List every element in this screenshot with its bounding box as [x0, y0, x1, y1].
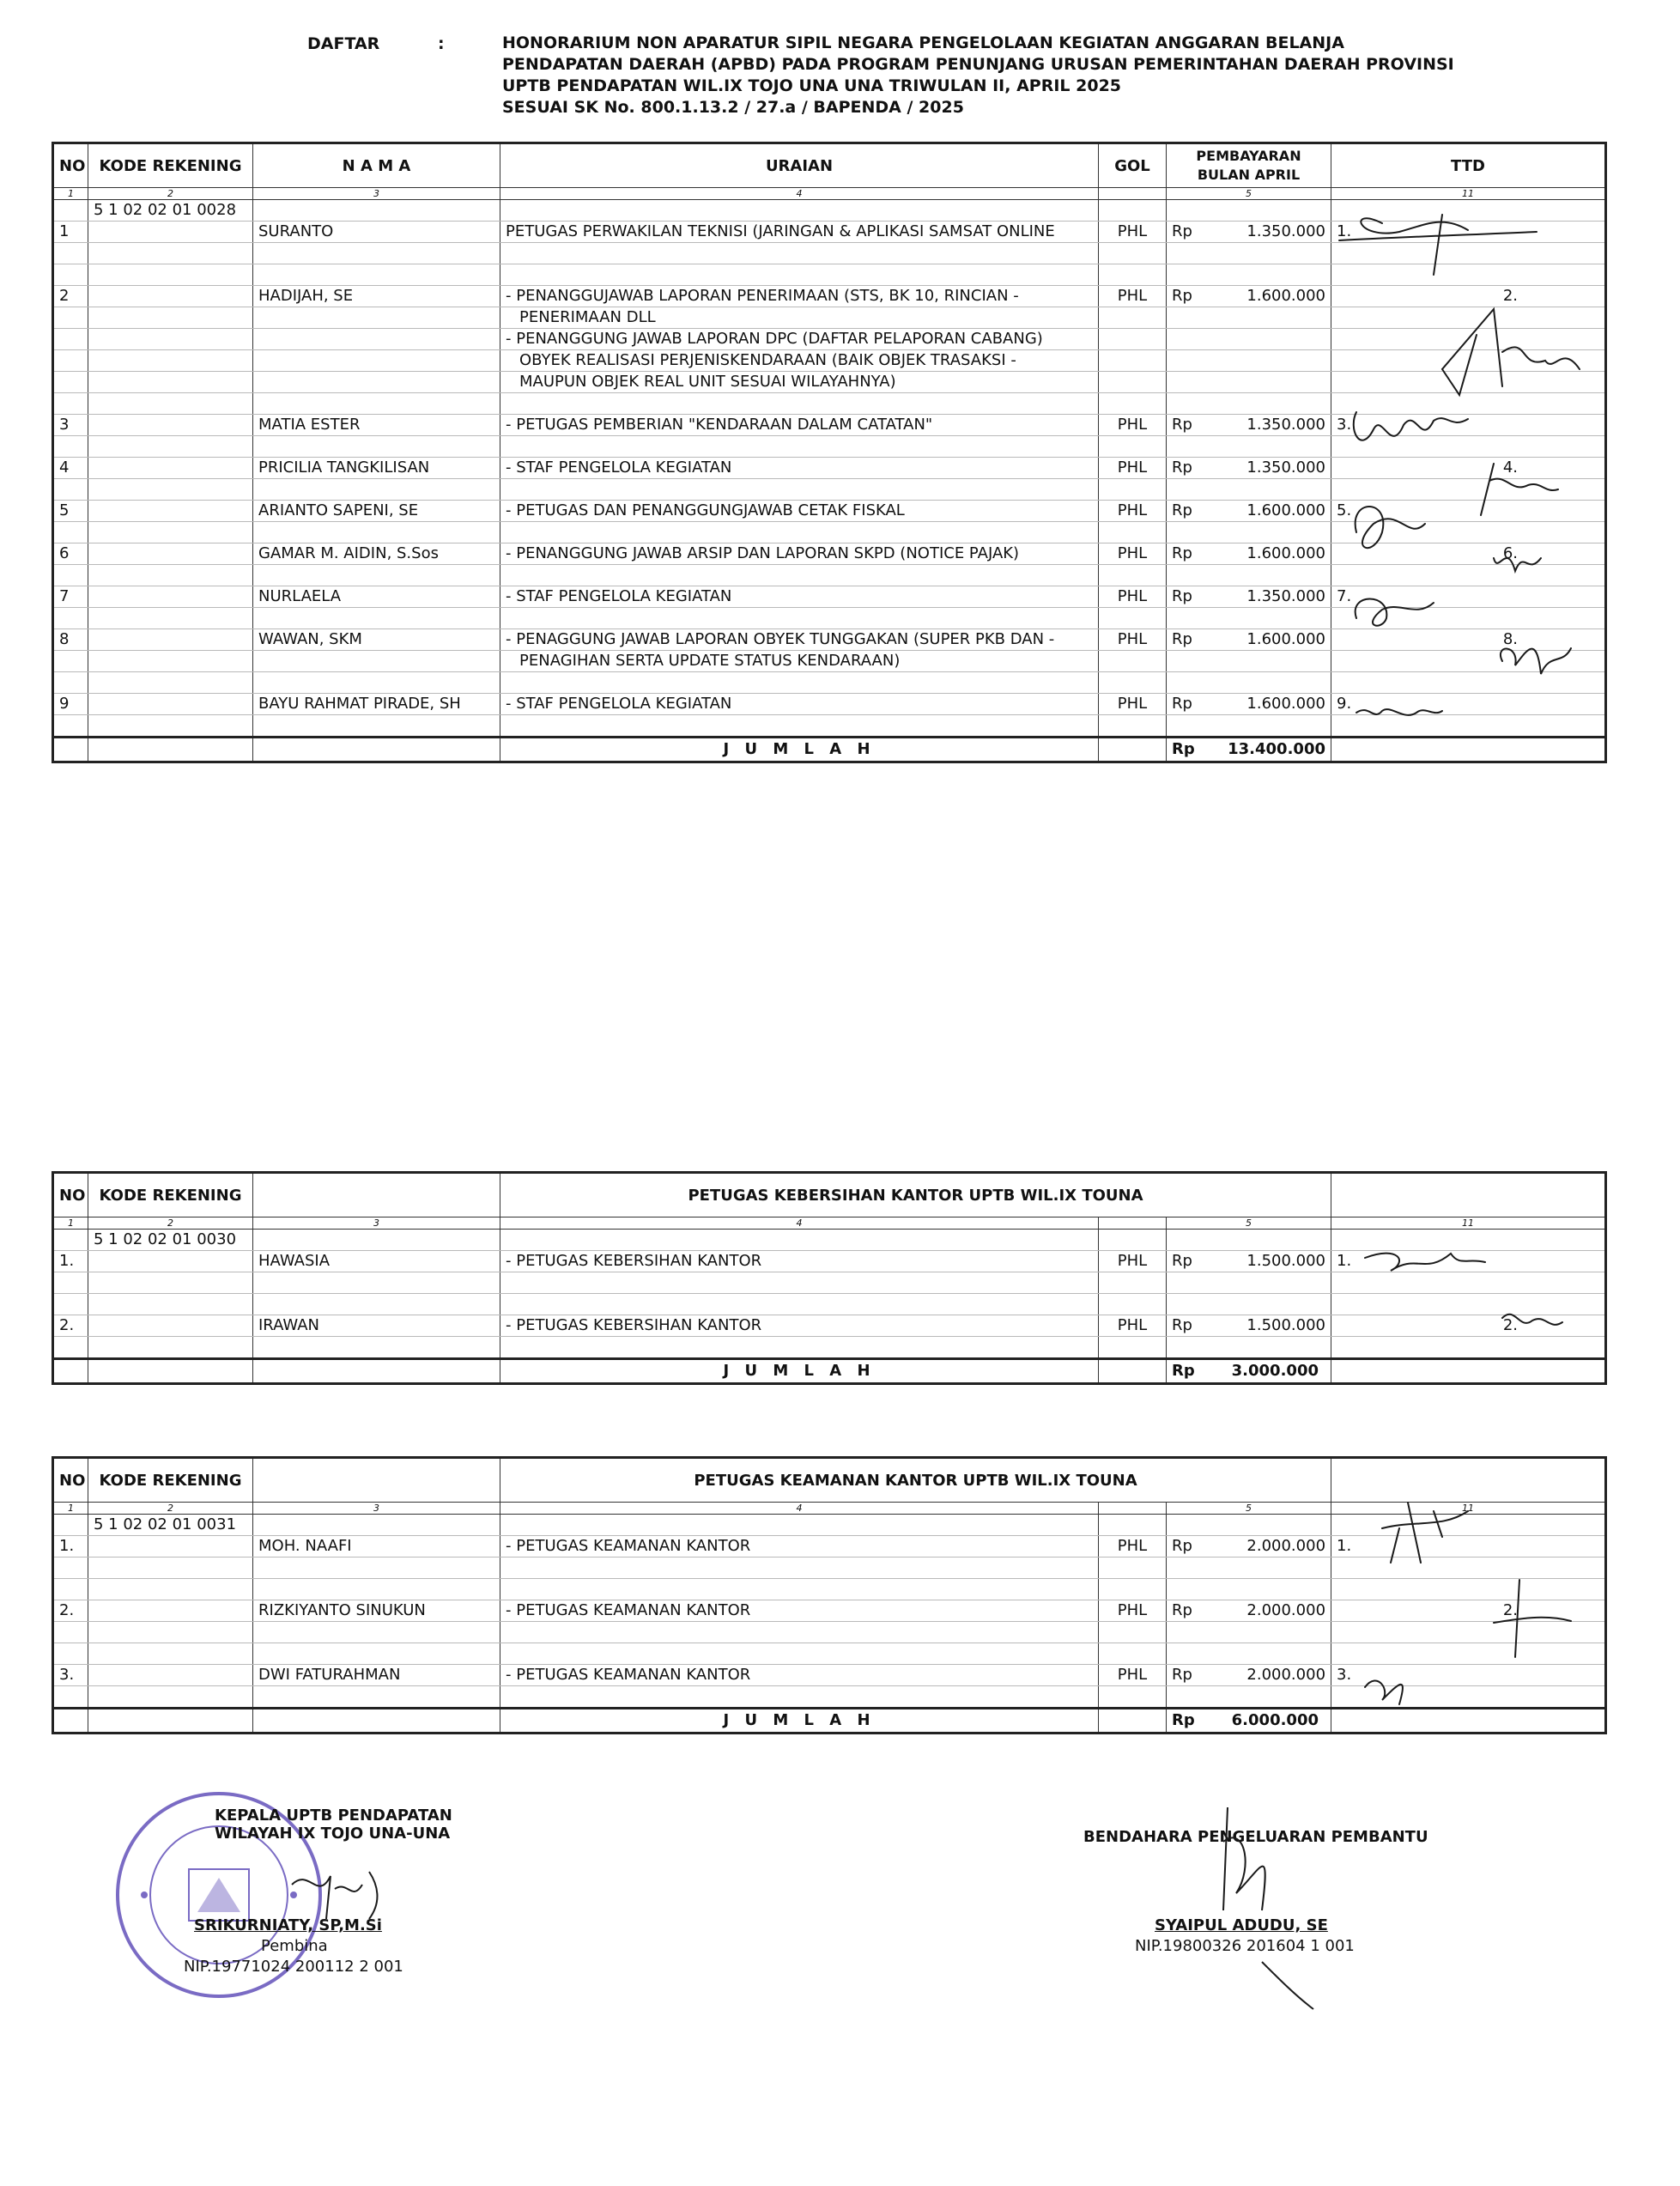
col-number: 4: [500, 1503, 1099, 1515]
total-payment: [1167, 1359, 1331, 1384]
total-amount: 3.000.000: [1231, 1362, 1319, 1380]
row-ttd: 1.: [1331, 1251, 1606, 1272]
row-nama: HADIJAH, SE: [253, 286, 500, 307]
row-nama: ARIANTO SAPENI, SE: [253, 501, 500, 522]
ttd-number: 2.: [1502, 1316, 1518, 1334]
currency: Rp: [1172, 1711, 1195, 1729]
currency: Rp: [1172, 630, 1192, 648]
currency: Rp: [1172, 287, 1192, 305]
currency: Rp: [1172, 740, 1195, 758]
left-signer-title: [215, 1806, 452, 1843]
row-no: 1.: [53, 1251, 88, 1272]
amount: 1.350.000: [1246, 222, 1325, 240]
currency: Rp: [1172, 1601, 1192, 1619]
row-payment: [1167, 415, 1331, 436]
row-payment: [1167, 586, 1331, 608]
signature-13: [1494, 1580, 1571, 1657]
row-nama: GAMAR M. AIDIN, S.Sos: [253, 543, 500, 565]
row-payment: [1167, 222, 1331, 243]
signature-14: [1365, 1680, 1403, 1704]
left-signer-name: SRIKURNIATY, SP,M.Si: [194, 1916, 382, 1934]
currency: Rp: [1172, 695, 1192, 713]
row-uraian: - PETUGAS KEAMANAN KANTOR: [500, 1665, 1099, 1686]
kode-rekening: 5 1 02 02 01 0028: [88, 200, 253, 222]
row-ttd: 7.: [1331, 586, 1606, 608]
signer-position: KEPALA UPTB PENDAPATAN: [215, 1806, 452, 1825]
row-payment: [1167, 694, 1331, 715]
total-label: J U M L A H: [500, 1709, 1099, 1734]
row-gol: PHL: [1099, 1251, 1167, 1272]
row-gol: PHL: [1099, 629, 1167, 651]
row-ttd: 3.: [1331, 415, 1606, 436]
col-number: 2: [88, 188, 253, 200]
row-nama: WAWAN, SKM: [253, 629, 500, 651]
row-gol: PHL: [1099, 1665, 1167, 1686]
title-line: UPTB PENDAPATAN WIL.IX TOJO UNA UNA TRIWULAN II, APRIL 2025: [502, 76, 1122, 95]
row-gol: PHL: [1099, 501, 1167, 522]
row-nama: MOH. NAAFI: [253, 1536, 500, 1558]
row-uraian: - PETUGAS DAN PENANGGUNGJAWAB CETAK FISKAL: [500, 501, 1099, 522]
col-number: 11: [1331, 1217, 1606, 1230]
currency: Rp: [1172, 1666, 1192, 1684]
col-number: 3: [253, 1217, 500, 1230]
signature-3: [1354, 412, 1468, 440]
col-number: 2: [88, 1217, 253, 1230]
left-signer-nip: NIP.19771024 200112 2 001: [184, 1958, 403, 1976]
row-nama: PRICILIA TANGKILISAN: [253, 458, 500, 479]
currency: Rp: [1172, 1316, 1192, 1334]
col-number: 1: [53, 1503, 88, 1515]
row-nama: IRAWAN: [253, 1315, 500, 1337]
currency: Rp: [1172, 1362, 1195, 1380]
section-title: PETUGAS KEAMANAN KANTOR UPTB WIL.IX TOUNA: [500, 1458, 1331, 1503]
row-no: 2.: [53, 1600, 88, 1622]
col-header-nama: N A M A: [253, 143, 500, 188]
row-uraian-cont: OBYEK REALISASI PERJENISKENDARAAN (BAIK OBJEK TRASAKSI -: [500, 350, 1099, 372]
row-nama: DWI FATURAHMAN: [253, 1665, 500, 1686]
col-number: 11: [1331, 188, 1606, 200]
row-gol: PHL: [1099, 286, 1167, 307]
pembayaran-month: BULAN APRIL: [1197, 167, 1301, 183]
col-header-no: NO: [53, 1173, 88, 1217]
document-title: [502, 33, 1454, 118]
signature-2: [1442, 309, 1580, 395]
col-header-no: NO: [53, 143, 88, 188]
col-number: 4: [500, 1217, 1099, 1230]
total-label: J U M L A H: [500, 1359, 1099, 1384]
currency: Rp: [1172, 416, 1192, 434]
col-number: 3: [253, 1503, 500, 1515]
right-signer-title: BENDAHARA PENGELUARAN PEMBANTU: [1083, 1828, 1428, 1846]
ttd-number: 2.: [1502, 287, 1518, 305]
amount: 1.500.000: [1246, 1316, 1325, 1334]
row-payment: [1167, 1600, 1331, 1622]
signature-5: [1356, 507, 1425, 548]
ttd-number: 2.: [1502, 1601, 1519, 1619]
signature-marks-2: [1339, 1236, 1597, 1752]
row-uraian: - PETUGAS KEAMANAN KANTOR: [500, 1536, 1099, 1558]
row-payment: [1167, 501, 1331, 522]
row-uraian: - STAF PENGELOLA KEGIATAN: [500, 586, 1099, 608]
row-gol: PHL: [1099, 586, 1167, 608]
row-no: 8: [53, 629, 88, 651]
row-payment: [1167, 629, 1331, 651]
row-uraian: - STAF PENGELOLA KEGIATAN: [500, 458, 1099, 479]
row-no: 2.: [53, 1315, 88, 1337]
row-ttd: 1.: [1331, 222, 1606, 243]
col-header-gol: GOL: [1099, 143, 1167, 188]
total-label: J U M L A H: [500, 738, 1099, 762]
col-header-kode: KODE REKENING: [88, 1458, 253, 1503]
signature-marks: [1322, 197, 1605, 756]
currency: Rp: [1172, 1537, 1192, 1555]
right-signer-name: SYAIPUL ADUDU, SE: [1155, 1916, 1328, 1934]
document-label: DAFTAR: [307, 34, 380, 53]
row-uraian: - STAF PENGELOLA KEGIATAN: [500, 694, 1099, 715]
row-payment: [1167, 1536, 1331, 1558]
amount: 2.000.000: [1246, 1601, 1326, 1619]
row-no: 3.: [53, 1665, 88, 1686]
signature-1: [1339, 215, 1537, 275]
title-line: PENDAPATAN DAERAH (APBD) PADA PROGRAM PENUNJANG URUSAN PEMERINTAHAN DAERAH PROVINSI: [502, 55, 1454, 74]
row-gol: PHL: [1099, 1536, 1167, 1558]
row-nama: MATIA ESTER: [253, 415, 500, 436]
row-uraian: PETUGAS PERWAKILAN TEKNISI (JARINGAN & APLIKASI SAMSAT ONLINE: [500, 222, 1099, 243]
ttd-number: 4.: [1502, 458, 1518, 477]
signer-office: WILAYAH IX TOJO UNA-UNA: [215, 1825, 451, 1843]
row-gol: PHL: [1099, 1600, 1167, 1622]
row-ttd: 9.: [1331, 694, 1606, 715]
signature-10: [1365, 1254, 1485, 1271]
kode-rekening: 5 1 02 02 01 0030: [88, 1230, 253, 1251]
title-line: HONORARIUM NON APARATUR SIPIL NEGARA PENGELOLAAN KEGIATAN ANGGARAN BELANJA: [502, 33, 1344, 52]
row-payment: [1167, 1315, 1331, 1337]
title-line: SESUAI SK No. 800.1.13.2 / 27.a / BAPENDA / 2025: [502, 98, 964, 117]
signature-6: [1494, 558, 1541, 571]
total-payment: [1167, 1709, 1331, 1734]
row-payment: [1167, 286, 1331, 307]
row-nama: SURANTO: [253, 222, 500, 243]
row-no: 1.: [53, 1536, 88, 1558]
col-number: 5: [1167, 1503, 1331, 1515]
row-gol: PHL: [1099, 458, 1167, 479]
currency: Rp: [1172, 587, 1192, 605]
row-nama: RIZKIYANTO SINUKUN: [253, 1600, 500, 1622]
row-no: 2: [53, 286, 88, 307]
signature-9: [1356, 709, 1442, 715]
row-payment: [1167, 1251, 1331, 1272]
row-nama: HAWASIA: [253, 1251, 500, 1272]
row-uraian: - PENAGGUNG JAWAB LAPORAN OBYEK TUNGGAKAN (SUPER PKB DAN -: [500, 629, 1099, 651]
row-no: 9: [53, 694, 88, 715]
row-nama: NURLAELA: [253, 586, 500, 608]
row-ttd: 1.: [1331, 1536, 1606, 1558]
col-number: 1: [53, 1217, 88, 1230]
col-number: 5: [1167, 1217, 1331, 1230]
right-handwritten-signature: [1193, 1790, 1331, 2013]
row-uraian: - PENANGGUJAWAB LAPORAN PENERIMAAN (STS, BK 10, RINCIAN -: [500, 286, 1099, 307]
col-number: 11: [1331, 1503, 1606, 1515]
ttd-number: 6.: [1502, 544, 1518, 562]
row-no: 6: [53, 543, 88, 565]
header-colon: :: [438, 34, 445, 53]
col-header-ttd: TTD: [1331, 143, 1606, 188]
section-title: PETUGAS KEBERSIHAN KANTOR UPTB WIL.IX TOUNA: [500, 1173, 1331, 1217]
row-uraian-cont: MAUPUN OBJEK REAL UNIT SESUAI WILAYAHNYA): [500, 372, 1099, 393]
col-number: 5: [1167, 188, 1331, 200]
row-uraian: - PETUGAS KEAMANAN KANTOR: [500, 1600, 1099, 1622]
row-gol: PHL: [1099, 415, 1167, 436]
col-number: 2: [88, 1503, 253, 1515]
kode-rekening: 5 1 02 02 01 0031: [88, 1515, 253, 1536]
row-gol: PHL: [1099, 1315, 1167, 1337]
currency: Rp: [1172, 501, 1192, 519]
col-header-pembayaran: [1167, 143, 1331, 188]
currency: Rp: [1172, 458, 1192, 477]
total-payment: [1167, 738, 1331, 762]
amount: 2.000.000: [1246, 1537, 1326, 1555]
left-signer-rank: Pembina: [261, 1937, 328, 1955]
signature-11: [1502, 1315, 1562, 1325]
row-uraian: - PETUGAS PEMBERIAN "KENDARAAN DALAM CATATAN": [500, 415, 1099, 436]
amount: 1.600.000: [1246, 544, 1325, 562]
amount: 1.600.000: [1246, 695, 1325, 713]
row-gol: PHL: [1099, 543, 1167, 565]
amount: 1.600.000: [1246, 501, 1325, 519]
row-nama: BAYU RAHMAT PIRADE, SH: [253, 694, 500, 715]
col-header-no: NO: [53, 1458, 88, 1503]
col-number: 1: [53, 188, 88, 200]
row-ttd: 3.: [1331, 1665, 1606, 1686]
right-signer-nip: NIP.19800326 201604 1 001: [1135, 1937, 1355, 1955]
row-gol: PHL: [1099, 222, 1167, 243]
row-no: 4: [53, 458, 88, 479]
row-uraian-cont: PENAGIHAN SERTA UPDATE STATUS KENDARAAN): [500, 651, 1099, 672]
row-no: 1: [53, 222, 88, 243]
col-header-kode: KODE REKENING: [88, 143, 253, 188]
amount: 1.350.000: [1246, 458, 1325, 477]
row-gol: PHL: [1099, 694, 1167, 715]
row-uraian: - PENANGGUNG JAWAB ARSIP DAN LAPORAN SKPD (NOTICE PAJAK): [500, 543, 1099, 565]
row-uraian-cont: PENERIMAAN DLL: [500, 307, 1099, 329]
row-payment: [1167, 1665, 1331, 1686]
row-no: 3: [53, 415, 88, 436]
row-payment: [1167, 458, 1331, 479]
total-amount: 6.000.000: [1231, 1711, 1319, 1729]
col-header-uraian: URAIAN: [500, 143, 1099, 188]
ttd-number: 8.: [1502, 630, 1518, 648]
row-uraian: - PETUGAS KEBERSIHAN KANTOR: [500, 1251, 1099, 1272]
amount: 2.000.000: [1246, 1666, 1326, 1684]
signature-4: [1481, 464, 1558, 515]
total-amount: 13.400.000: [1228, 740, 1325, 758]
col-number: 3: [253, 188, 500, 200]
col-number: 4: [500, 188, 1099, 200]
currency: Rp: [1172, 222, 1192, 240]
row-ttd: 5.: [1331, 501, 1606, 522]
row-no: 7: [53, 586, 88, 608]
currency: Rp: [1172, 1252, 1192, 1270]
signature-8: [1501, 648, 1571, 674]
signature-7: [1356, 599, 1434, 626]
pembayaran-line: PEMBAYARAN: [1196, 148, 1301, 164]
col-header-kode: KODE REKENING: [88, 1173, 253, 1217]
currency: Rp: [1172, 544, 1192, 562]
amount: 1.350.000: [1246, 587, 1325, 605]
row-uraian-cont: - PENANGGUNG JAWAB LAPORAN DPC (DAFTAR PELAPORAN CABANG): [500, 329, 1099, 350]
row-uraian: - PETUGAS KEBERSIHAN KANTOR: [500, 1315, 1099, 1337]
row-payment: [1167, 543, 1331, 565]
amount: 1.600.000: [1246, 287, 1325, 305]
amount: 1.600.000: [1246, 630, 1325, 648]
amount: 1.500.000: [1246, 1252, 1325, 1270]
signature-12: [1382, 1503, 1468, 1563]
amount: 1.350.000: [1246, 416, 1325, 434]
row-no: 5: [53, 501, 88, 522]
